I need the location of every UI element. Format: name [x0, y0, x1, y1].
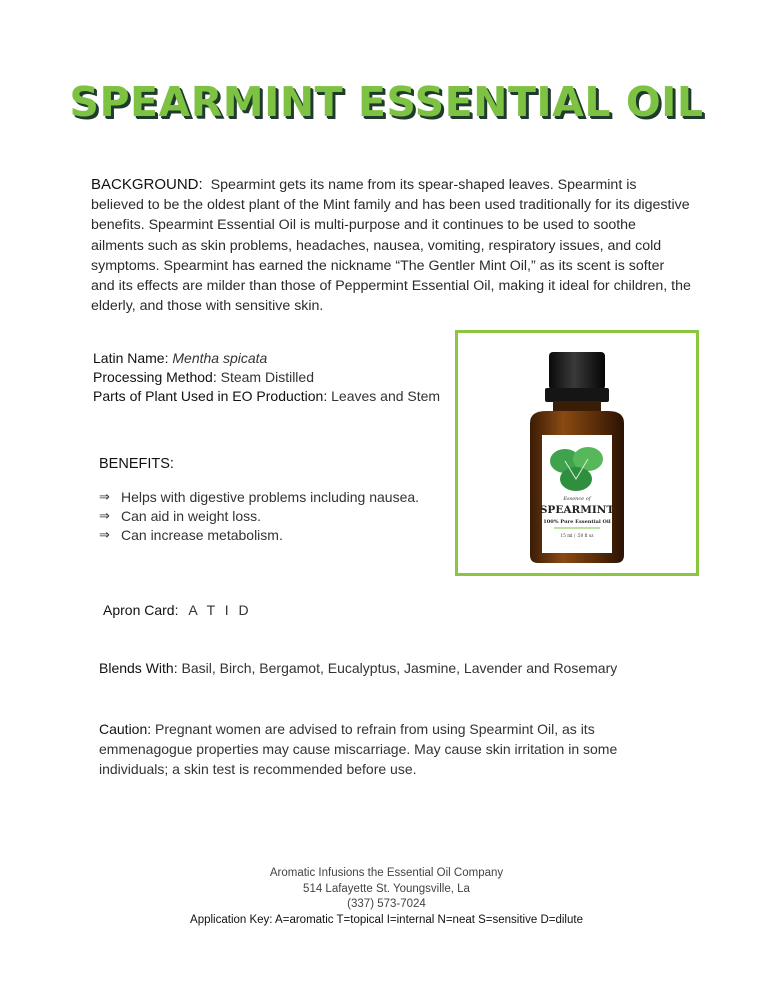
background-label: BACKGROUND:	[91, 176, 203, 193]
footer	[0, 866, 773, 928]
double-arrow-icon: ⇒	[99, 490, 110, 505]
caution-text: Pregnant women are advised to refrain from using Spearmint Oil, as its emmenagogue properties may cause miscarriage. May cause skin irritation in some individuals; a skin test is recommended before use.	[99, 721, 618, 777]
page-title: SPEARMINT ESSENTIAL OIL	[69, 78, 704, 126]
double-arrow-icon: ⇒	[99, 509, 110, 524]
processing-method-label: Processing Method:	[93, 369, 217, 385]
plant-parts-value: Leaves and Stem	[331, 388, 441, 404]
apron-card-label: Apron Card:	[103, 602, 179, 618]
latin-name-value: Mentha spicata	[172, 350, 268, 366]
spearmint-bottle-image	[458, 333, 696, 573]
product-photo-frame	[455, 330, 699, 576]
double-arrow-icon: ⇒	[99, 528, 110, 543]
oil-facts	[93, 349, 440, 406]
apron-card-value: A T I D	[188, 602, 252, 618]
processing-method-row	[93, 368, 440, 387]
blends-with-value: Basil, Birch, Bergamot, Eucalyptus, Jasmine, Lavender and Rosemary	[181, 660, 618, 676]
footer-address: 514 Lafayette St. Youngsville, La	[303, 882, 470, 895]
benefits-heading: BENEFITS:	[99, 456, 174, 472]
latin-name-row	[93, 349, 440, 368]
benefit-text: Can aid in weight loss.	[121, 508, 262, 524]
footer-company: Aromatic Infusions the Essential Oil Company	[269, 867, 504, 879]
blends-with-label: Blends With:	[99, 660, 178, 676]
benefit-item	[99, 507, 419, 526]
plant-parts-row	[93, 387, 440, 406]
label-spearmint: SPEARMINT	[539, 504, 615, 516]
label-pure-oil: 100% Pure Essential Oil	[543, 519, 611, 525]
caution-label: Caution:	[99, 721, 152, 737]
benefits-list	[99, 488, 419, 545]
background-text: Spearmint gets its name from its spear-shaped leaves. Spearmint is believed to be the oldest plant of the Mint family and has been used traditionally for its digestive benefits. Spearmint Essential Oil is multi-purpose and it continues to be used to soothe ailments such as skin problems, headaches, nausea, vomiting, respiratory issues, and cold symptoms. Spearmint has earned the nickname “The Gentler Mint Oil,” as its scent is softer and its effects are milder than those of Peppermint Essential Oil, making it ideal for children, the elderly, and those with sensitive skin.	[91, 177, 691, 315]
blends-with	[99, 660, 617, 676]
footer-phone: (337) 573-7024	[347, 898, 426, 910]
processing-method-value: Steam Distilled	[220, 369, 314, 385]
benefit-item	[99, 488, 419, 507]
latin-name-label: Latin Name:	[93, 350, 169, 366]
caution-section	[99, 719, 679, 779]
background-section	[91, 175, 691, 316]
plant-parts-label: Parts of Plant Used in EO Production:	[93, 388, 328, 404]
label-volume: 15 ml / .50 fl oz	[560, 533, 594, 538]
bottle-cap	[549, 352, 605, 390]
label-essence-of: Essence of	[563, 496, 591, 502]
apron-card	[103, 602, 252, 618]
benefit-text: Can increase metabolism.	[121, 527, 283, 543]
benefit-text: Helps with digestive problems including nausea.	[121, 489, 420, 505]
benefit-item	[99, 526, 419, 545]
footer-application-key: Application Key: A=aromatic T=topical I=internal N=neat S=sensitive D=dilute	[190, 913, 583, 926]
